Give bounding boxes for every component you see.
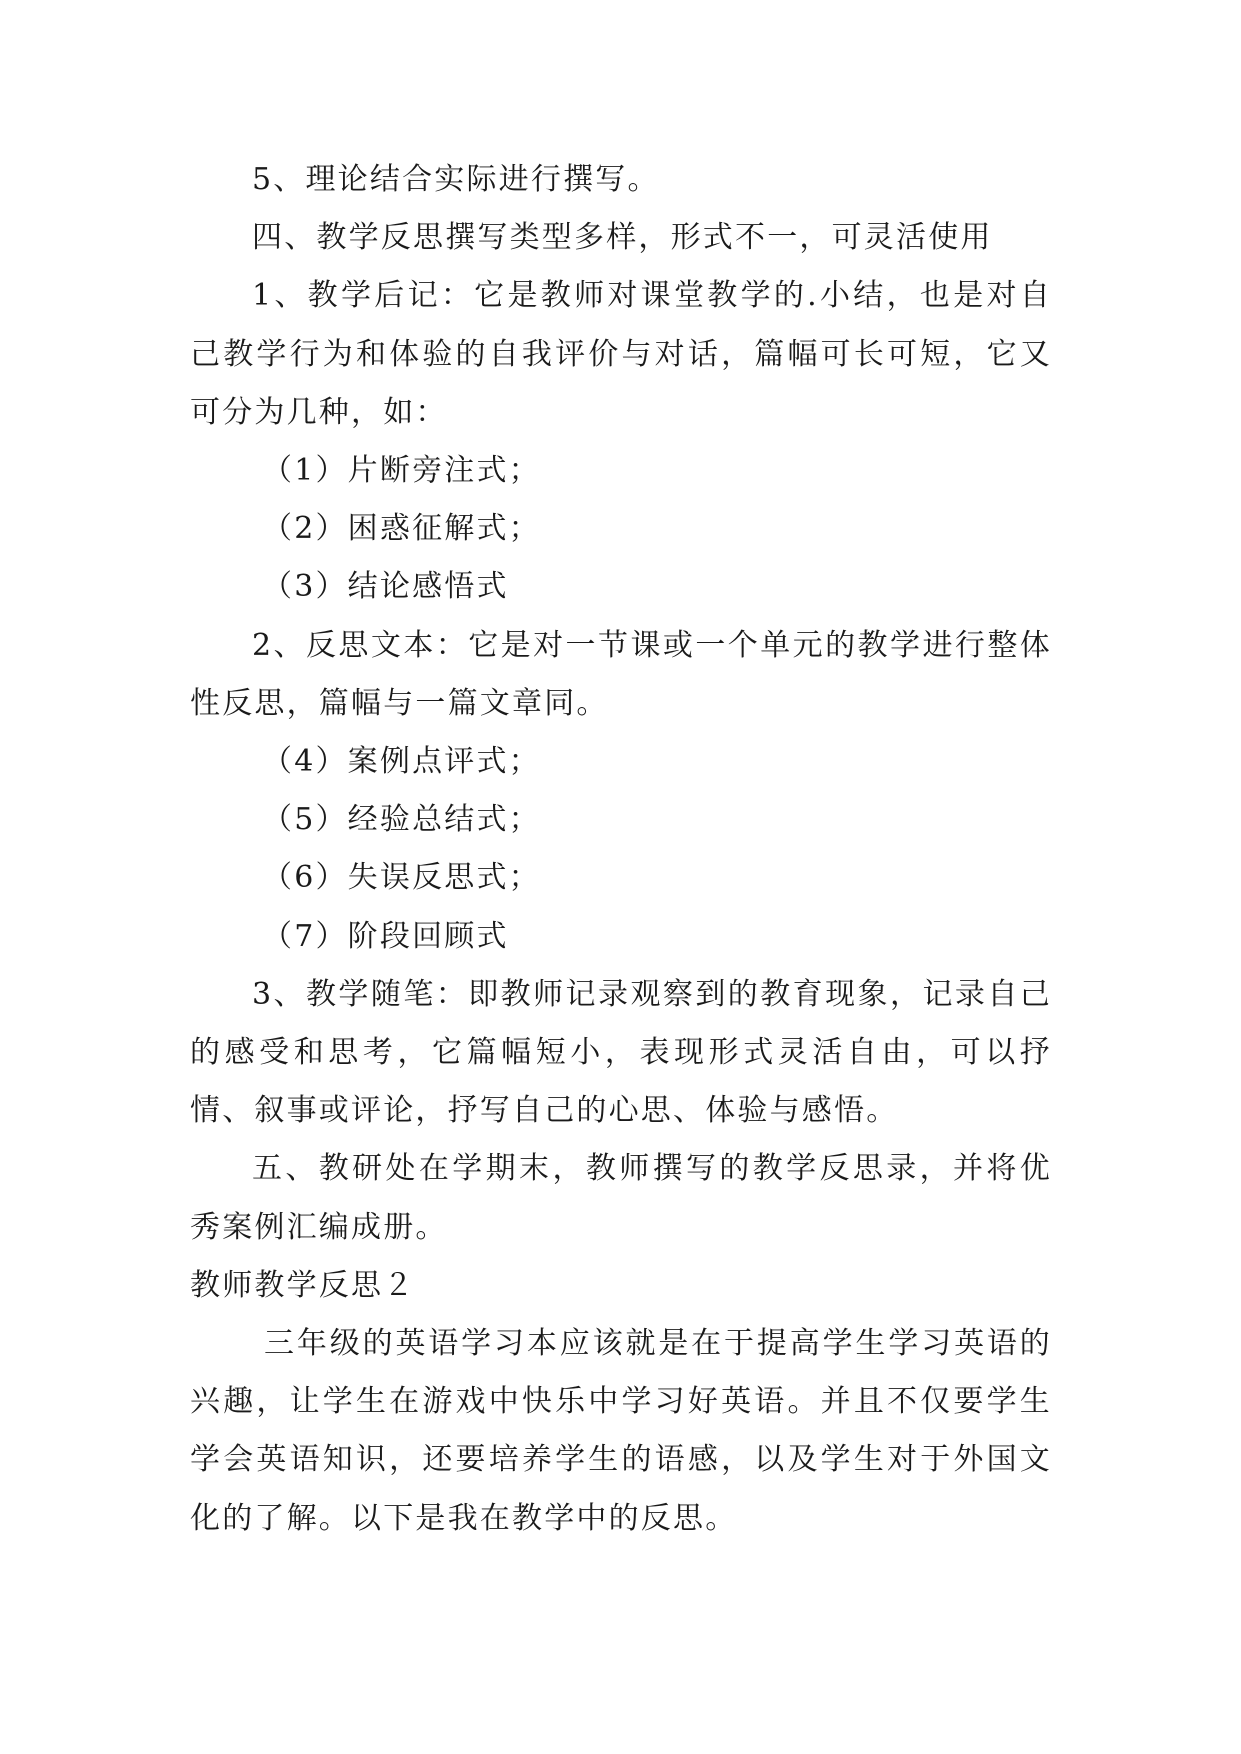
list-item: （7）阶段回顾式	[262, 918, 509, 954]
list-item: （4）案例点评式；	[262, 744, 541, 780]
list-item: （3）结论感悟式	[262, 569, 509, 605]
document-body	[190, 151, 1052, 1548]
section-heading-4: 四、教学反思撰写类型多样，形式不一，可灵活使用	[252, 220, 993, 256]
section-heading-5: 五、教研处在学期末，教师撰写的教学反思录，并将优秀案例汇编成册。	[190, 1151, 1052, 1245]
list-item: （2）困惑征解式；	[262, 511, 541, 547]
paragraph-reflection-text: 2、反思文本：它是对一节课或一个单元的教学进行整体性反思，篇幅与一篇文章同。	[190, 627, 1052, 721]
article-title: 教师教学反思２	[190, 1267, 416, 1303]
paragraph-teaching-essay: 3、教学随笔：即教师记录观察到的教育现象，记录自己的感受和思考，它篇幅短小，表现形式灵活自由，可以抒情、叙事或评论，抒写自己的心思、体验与感悟。	[190, 976, 1052, 1129]
list-item: （5）经验总结式；	[262, 802, 541, 838]
paragraph-point-5: 5、理论结合实际进行撰写。	[252, 162, 660, 197]
list-item: （6）失误反思式；	[262, 860, 541, 896]
paragraph-intro: 三年级的英语学习本应该就是在于提高学生学习英语的兴趣，让学生在游戏中快乐中学习好英语。并且不仅要学生学会英语知识，还要培养学生的语感，以及学生对于外国文化的了解。以下是我在教学中的反思。	[190, 1326, 1052, 1536]
paragraph-teaching-notes: 1、教学后记：它是教师对课堂教学的.小结，也是对自己教学行为和体验的自我评价与对话，篇幅可长可短，它又可分为几种，如：	[190, 278, 1052, 430]
list-item: （1）片断旁注式；	[262, 453, 541, 489]
